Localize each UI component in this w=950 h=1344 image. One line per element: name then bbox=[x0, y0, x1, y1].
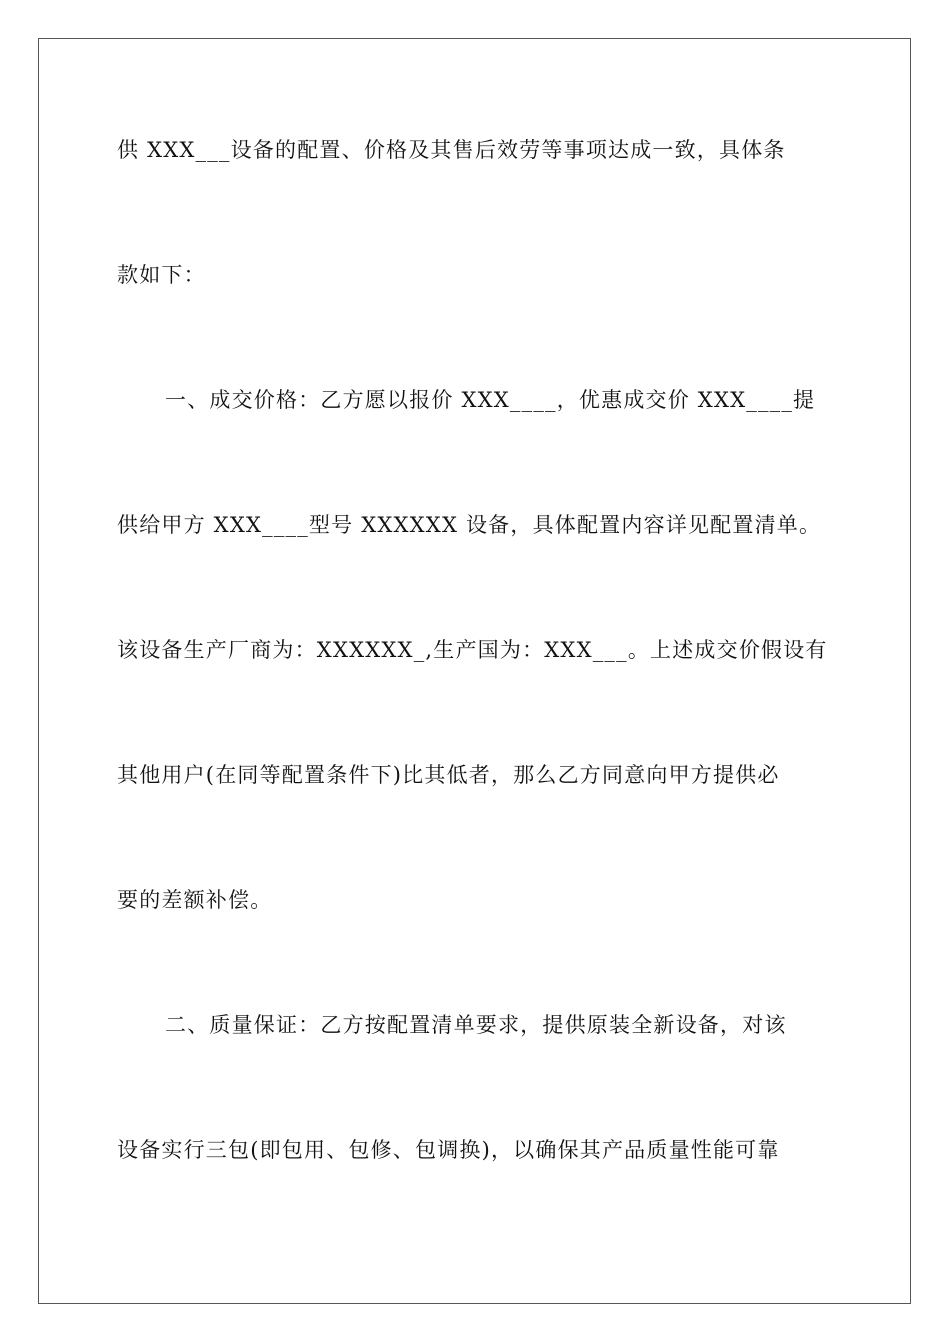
text-line: 供 XXX___设备的配置、价格及其售后效劳等事项达成一致，具体条 bbox=[117, 138, 786, 162]
text-line: 该设备生产厂商为：XXXXXX_,生产国为：XXX___。上述成交价假设有 bbox=[117, 638, 828, 662]
section-two-heading-line: 二、质量保证：乙方按配置清单要求，提供原装全新设备，对该 bbox=[165, 1013, 787, 1037]
page-border bbox=[38, 38, 911, 1304]
text-line: 其他用户(在同等配置条件下)比其低者，那么乙方同意向甲方提供必 bbox=[117, 763, 780, 787]
section-one-heading-line: 一、成交价格：乙方愿以报价 XXX____，优惠成交价 XXX____提 bbox=[165, 388, 816, 412]
text-line: 款如下： bbox=[117, 263, 206, 287]
text-line: 设备实行三包(即包用、包修、包调换)，以确保其产品质量性能可靠 bbox=[117, 1138, 780, 1162]
text-line: 供给甲方 XXX____型号 XXXXXX 设备，具体配置内容详见配置清单。 bbox=[117, 513, 822, 537]
text-line: 要的差额补偿。 bbox=[117, 888, 273, 912]
